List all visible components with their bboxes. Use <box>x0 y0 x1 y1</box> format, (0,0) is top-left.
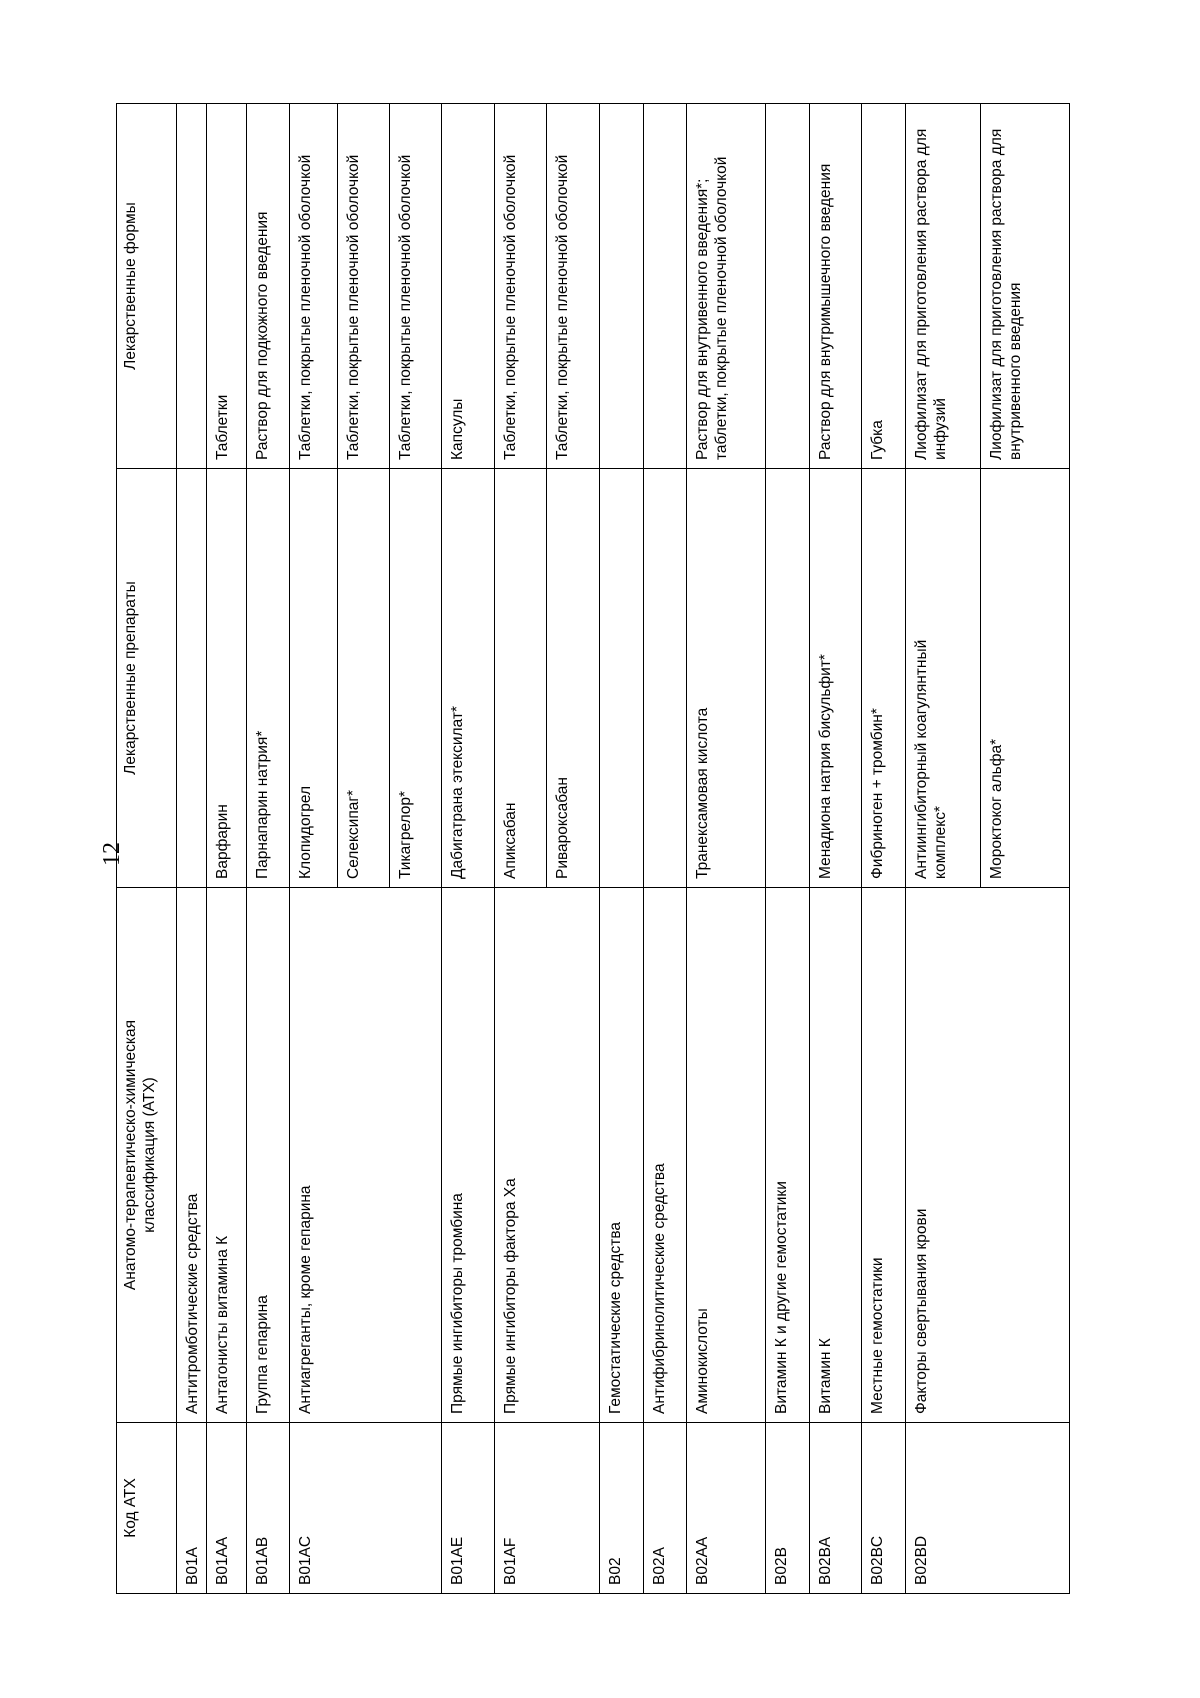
code-cell: B02BC <box>862 1423 906 1594</box>
drug-cell: Мороктоког альфа* <box>981 469 1070 888</box>
table-row <box>290 104 338 1594</box>
form-cell: Таблетки <box>207 104 247 469</box>
class-cell: Прямые ингибиторы фактора Ха <box>495 888 600 1423</box>
form-cell: Таблетки, покрытые пленочной оболочкой <box>390 104 442 469</box>
table-row <box>207 104 247 1594</box>
class-cell: Местные гемостатики <box>862 888 906 1423</box>
code-cell: B02B <box>766 1423 810 1594</box>
code-cell: B01AA <box>207 1423 247 1594</box>
form-cell: Таблетки, покрытые пленочной оболочкой <box>495 104 547 469</box>
form-cell: Таблетки, покрытые пленочной оболочкой <box>290 104 338 469</box>
form-cell: Губка <box>862 104 906 469</box>
class-cell: Антиагреганты, кроме гепарина <box>290 888 442 1423</box>
table-row <box>906 104 981 1594</box>
class-cell: Факторы свертывания крови <box>906 888 1070 1423</box>
table-row <box>247 104 290 1594</box>
class-cell: Витамин К и другие гемостатики <box>766 888 810 1423</box>
code-cell: B02BD <box>906 1423 1070 1594</box>
table-row <box>687 104 766 1594</box>
drug-cell: Транексамовая кислота <box>687 469 766 888</box>
class-cell: Антифибринолитические средства <box>644 888 687 1423</box>
drug-cell: Варфарин <box>207 469 247 888</box>
form-cell: Таблетки, покрытые пленочной оболочкой <box>547 104 600 469</box>
drug-cell: Дабигатрана этексилат* <box>442 469 495 888</box>
code-cell: B02BA <box>810 1423 862 1594</box>
page-number: 12 <box>99 842 125 866</box>
class-cell: Антитромботические средства <box>177 888 207 1423</box>
form-cell: Раствор для внутримышечного введения <box>810 104 862 469</box>
form-cell: Лиофилизат для приготовления раствора для внутривенного введения <box>981 104 1070 469</box>
table-row <box>600 104 644 1594</box>
code-cell: B02AA <box>687 1423 766 1594</box>
table-row <box>644 104 687 1594</box>
atc-table <box>116 103 1070 1594</box>
drug-cell: Ривароксабан <box>547 469 600 888</box>
drug-cell: Апиксабан <box>495 469 547 888</box>
code-cell: B01AF <box>495 1423 600 1594</box>
drug-cell <box>177 469 207 888</box>
drug-cell: Антиингибиторный коагулянтный комплекс* <box>906 469 981 888</box>
code-cell: B02 <box>600 1423 644 1594</box>
rotated-table-container <box>116 104 1070 1594</box>
form-cell: Капсулы <box>442 104 495 469</box>
form-cell: Раствор для подкожного введения <box>247 104 290 469</box>
code-cell: B01AB <box>247 1423 290 1594</box>
drug-cell <box>644 469 687 888</box>
header-classification: Анатомо-терапевтическо-химическая классификация (АТХ) <box>117 888 177 1423</box>
table-row <box>177 104 207 1594</box>
drug-cell: Селексипаг* <box>338 469 390 888</box>
class-cell: Витамин К <box>810 888 862 1423</box>
form-cell <box>766 104 810 469</box>
table-row <box>495 104 547 1594</box>
code-cell: B01A <box>177 1423 207 1594</box>
header-drugs: Лекарственные препараты <box>117 469 177 888</box>
table-row <box>766 104 810 1594</box>
table-header-row <box>117 104 177 1594</box>
class-cell: Антагонисты витамина К <box>207 888 247 1423</box>
code-cell: B01AE <box>442 1423 495 1594</box>
form-cell: Лиофилизат для приготовления раствора для инфузий <box>906 104 981 469</box>
code-cell: B02A <box>644 1423 687 1594</box>
drug-cell: Клопидогрел <box>290 469 338 888</box>
drug-cell <box>766 469 810 888</box>
header-code: Код АТХ <box>117 1423 177 1594</box>
class-cell: Гемостатические средства <box>600 888 644 1423</box>
drug-cell: Парнапарин натрия* <box>247 469 290 888</box>
drug-cell <box>600 469 644 888</box>
table-row <box>442 104 495 1594</box>
class-cell: Группа гепарина <box>247 888 290 1423</box>
header-forms: Лекарственные формы <box>117 104 177 469</box>
class-cell: Прямые ингибиторы тромбина <box>442 888 495 1423</box>
form-cell <box>644 104 687 469</box>
drug-cell: Менадиона натрия бисульфит* <box>810 469 862 888</box>
drug-cell: Фибриноген + тромбин* <box>862 469 906 888</box>
table-row <box>810 104 862 1594</box>
form-cell: Раствор для внутривенного введения*; таблетки, покрытые пленочной оболочкой <box>687 104 766 469</box>
form-cell <box>600 104 644 469</box>
table-row <box>862 104 906 1594</box>
form-cell: Таблетки, покрытые пленочной оболочкой <box>338 104 390 469</box>
code-cell: B01AC <box>290 1423 442 1594</box>
class-cell: Аминокислоты <box>687 888 766 1423</box>
form-cell <box>177 104 207 469</box>
drug-cell: Тикагрелор* <box>390 469 442 888</box>
